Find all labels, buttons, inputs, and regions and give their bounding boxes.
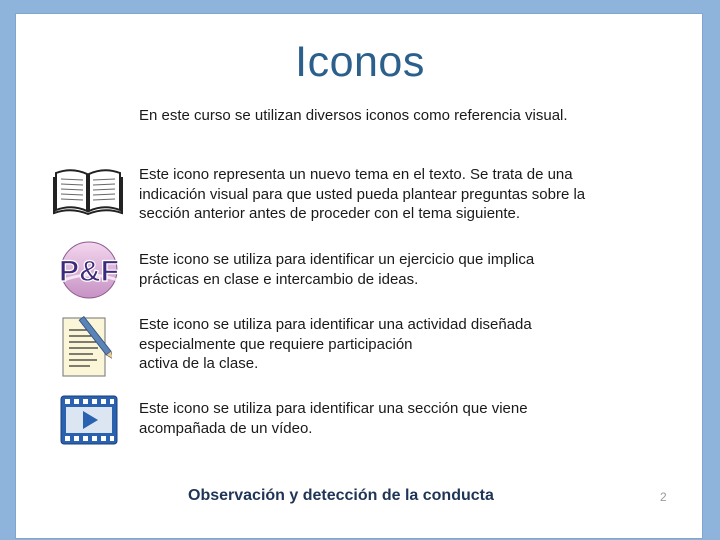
item-2-text: Este icono se utiliza para identificar un ejercicio que implica prácticas en clase e intercambio de ideas. [139, 251, 535, 288]
pf-logo-text: P&F [59, 255, 119, 288]
slide-title: Iconos [295, 38, 425, 86]
intro-text: En este curso se utilizan diversos iconos como referencia visual. [139, 107, 568, 124]
item-3-text: Este icono se utiliza para identificar una actividad diseñada especialmente que requiere participación activa de la clase. [139, 316, 532, 372]
book-icon [52, 165, 124, 215]
pf-logo-icon [52, 241, 126, 299]
video-play-icon [60, 395, 118, 445]
page-number: 2 [660, 490, 667, 504]
item-4-text: Este icono se utiliza para identificar una sección que viene acompañada de un vídeo. [139, 400, 528, 437]
footer-title: Observación y detección de la conducta [188, 487, 494, 504]
item-1-text: Este icono representa un nuevo tema en el texto. Se trata de una indicación visual para que usted pueda plantear preguntas sobre la sección anterior antes de proceder con el tema siguiente. [139, 166, 586, 222]
notepad-pencil-icon [60, 312, 112, 378]
